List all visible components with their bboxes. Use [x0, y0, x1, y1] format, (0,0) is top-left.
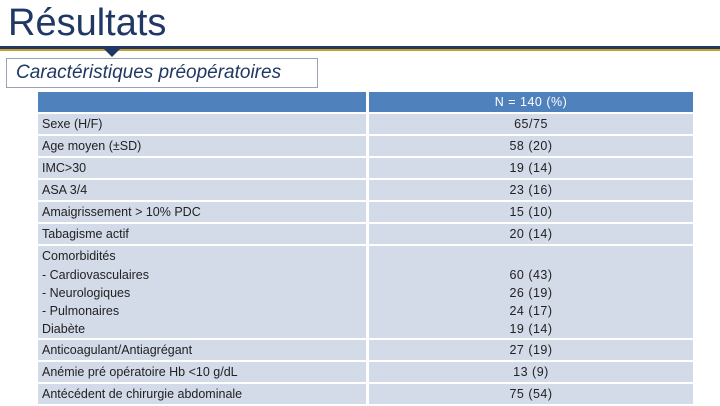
row-value: 23 (16) [368, 179, 694, 201]
row-value: 15 (10) [368, 201, 694, 223]
row-value-line: 19 (14) [509, 322, 553, 336]
table-row [38, 157, 693, 179]
row-value-group [368, 245, 694, 339]
table-row [38, 113, 693, 135]
row-label-group [38, 245, 368, 339]
row-label-line: - Pulmonaires [42, 304, 120, 318]
table-row [38, 201, 693, 223]
page-title: Résultats [8, 2, 167, 44]
row-value-line: 24 (17) [509, 304, 553, 318]
row-label: Anémie pré opératoire Hb <10 g/dL [38, 361, 368, 383]
row-label-line: Diabète [42, 322, 86, 336]
table-row-comorbidities [38, 245, 693, 339]
row-value: 27 (19) [368, 339, 694, 361]
row-label-line: Comorbidités [42, 249, 116, 263]
row-value: 20 (14) [368, 223, 694, 245]
row-label: IMC>30 [38, 157, 368, 179]
row-label: ASA 3/4 [38, 179, 368, 201]
row-value-line: 26 (19) [509, 286, 553, 300]
row-label: Antécédent de chirurgie abdominale [38, 383, 368, 405]
table-row [38, 383, 693, 405]
row-label: Age moyen (±SD) [38, 135, 368, 157]
row-label: Anticoagulant/Antiagrégant [38, 339, 368, 361]
table-header-row [38, 92, 693, 113]
row-value: 75 (54) [368, 383, 694, 405]
table-row [38, 361, 693, 383]
row-value: 19 (14) [368, 157, 694, 179]
page-subtitle: Caractéristiques préopératoires [16, 62, 282, 83]
row-value: 65/75 [368, 113, 694, 135]
characteristics-table [38, 92, 693, 406]
header-label-cell [38, 92, 368, 113]
row-label: Sexe (H/F) [38, 113, 368, 135]
row-value-line [373, 246, 689, 266]
title-notch-shape [102, 47, 122, 57]
row-label: Amaigrissement > 10% PDC [38, 201, 368, 223]
row-label-line: - Cardiovasculaires [42, 268, 149, 282]
table-row [38, 223, 693, 245]
table-row [38, 179, 693, 201]
row-value-line: 60 (43) [509, 268, 553, 282]
header-value-cell: N = 140 (%) [368, 92, 694, 113]
table-row [38, 339, 693, 361]
row-label-line: - Neurologiques [42, 286, 131, 300]
row-value: 58 (20) [368, 135, 694, 157]
row-label: Tabagisme actif [38, 223, 368, 245]
row-value: 13 (9) [368, 361, 694, 383]
table-row [38, 135, 693, 157]
